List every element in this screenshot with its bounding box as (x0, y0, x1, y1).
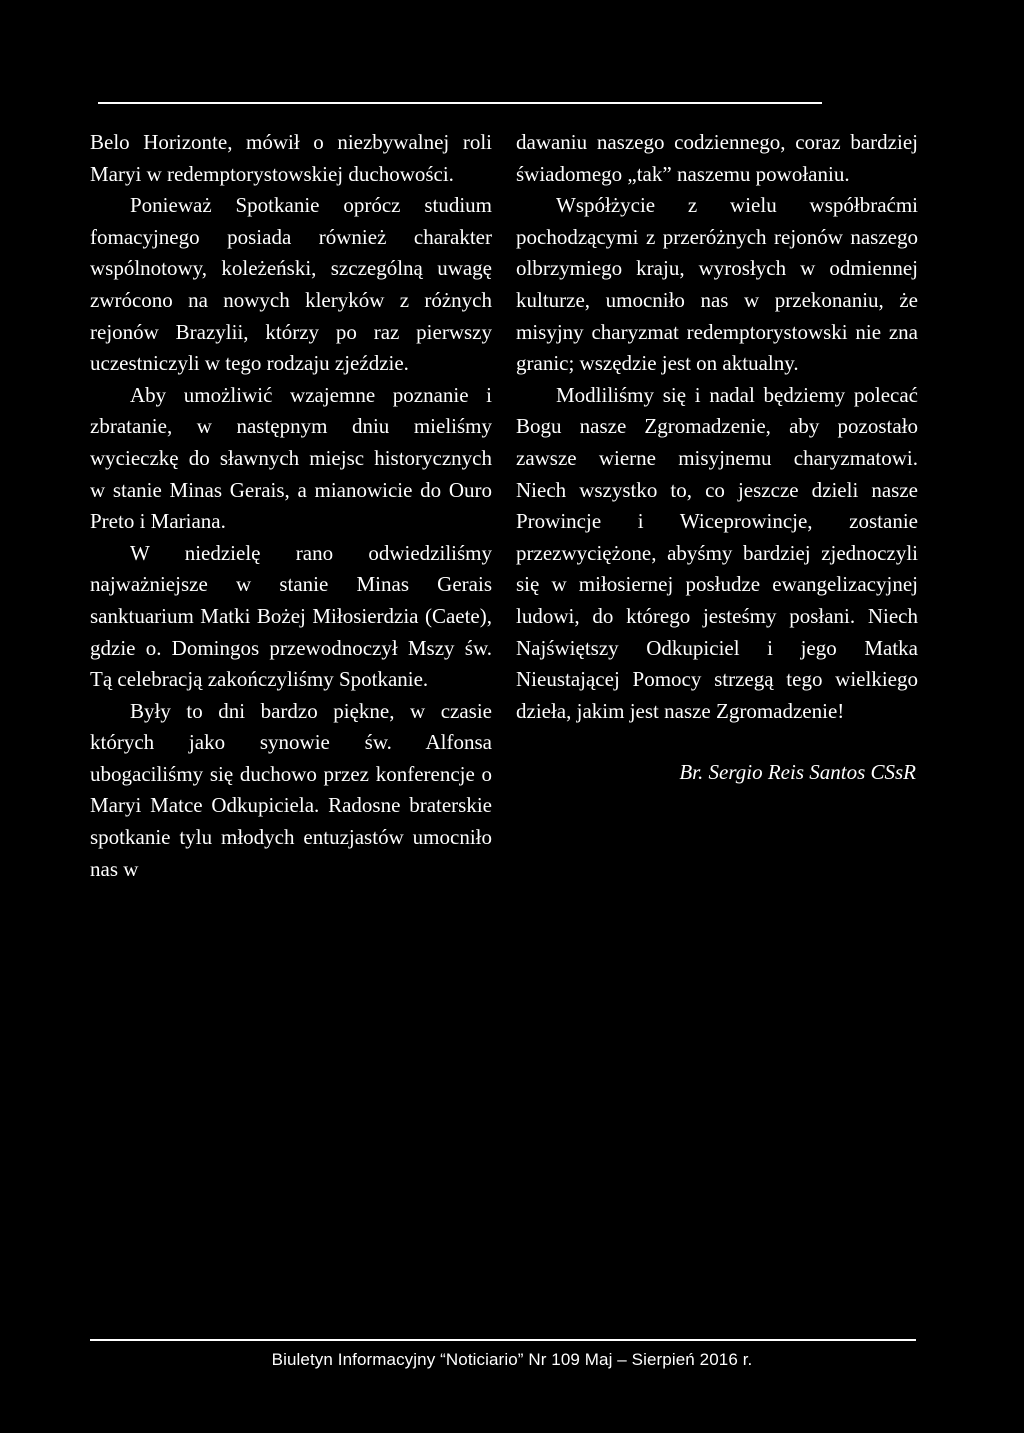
top-rule (98, 102, 822, 104)
right-column (516, 127, 918, 789)
left-column (90, 127, 492, 885)
author-signature: Br. Sergio Reis Santos CSsR (679, 760, 916, 785)
paragraph: Współżycie z wielu współbraćmi pochodzącymi z przeróżnych rejonów naszego olbrzymiego kraju, wyrosłych w odmiennej kulturze, umocniło nas w przekonaniu, że misyjny charyzmat redemptorystowski nie zna granic; wszędzie jest on aktualny. (516, 193, 918, 376)
paragraph: dawaniu naszego codziennego, coraz bardziej świadomego „tak” naszemu powołaniu. (516, 130, 918, 186)
paragraph: Były to dni bardzo piękne, w czasie których jako synowie św. Alfonsa ubogaciliśmy się duchowo przez konferencje o Maryi Matce Odkupiciela. Radosne braterskie spotkanie tylu młodych entuzjastów umocniło nas w (90, 698, 492, 881)
footer-rule (90, 1339, 916, 1341)
paragraph: W niedzielę rano odwiedziliśmy najważniejsze w stanie Minas Gerais sanktuarium Matki Bożej Miłosierdzia (Caete), gdzie o. Domingos przewodnoczył Mszy św. Tą celebracją zakończyliśmy Spotkanie. (90, 540, 492, 692)
paragraph: Modliliśmy się i nadal będziemy polecać Bogu nasze Zgromadzenie, aby pozostało zawsze wierne misyjnemu charyzmatowi. Niech wszystko to, co jeszcze dzieli nasze Prowincje i Wiceprowincje, zostanie przezwyciężone, abyśmy bardziej zjednoczyli się w miłosiernej posłudze ewangelizacyjnej ludowi, do którego jesteśmy posłani. Niech Najświętszy Odkupiciel i jego Matka Nieustającej Pomocy strzegą tego wielkiego dzieła, jakim jest nasze Zgromadzenie! (516, 382, 918, 723)
paragraph: Aby umożliwić wzajemne poznanie i zbratanie, w następnym dniu mieliśmy wycieczkę do sławnych miejsc historycznych w stanie Minas Gerais, a mianowicie do Ouro Preto i Mariana. (90, 382, 492, 534)
paragraph: Ponieważ Spotkanie oprócz studium fomacyjnego posiada również charakter wspólnotowy, koleżeński, szczególną uwagę zwrócono na nowych kleryków z różnych rejonów Brazylii, którzy po raz pierwszy uczestniczyli w tego rodzaju zjeździe. (90, 193, 492, 376)
page-footer: Biuletyn Informacyjny “Noticiario” Nr 109 Maj – Sierpień 2016 r. (271, 1350, 753, 1369)
paragraph: Belo Horizonte, mówił o niezbywalnej roli Maryi w redemptorystowskiej duchowości. (90, 130, 492, 186)
